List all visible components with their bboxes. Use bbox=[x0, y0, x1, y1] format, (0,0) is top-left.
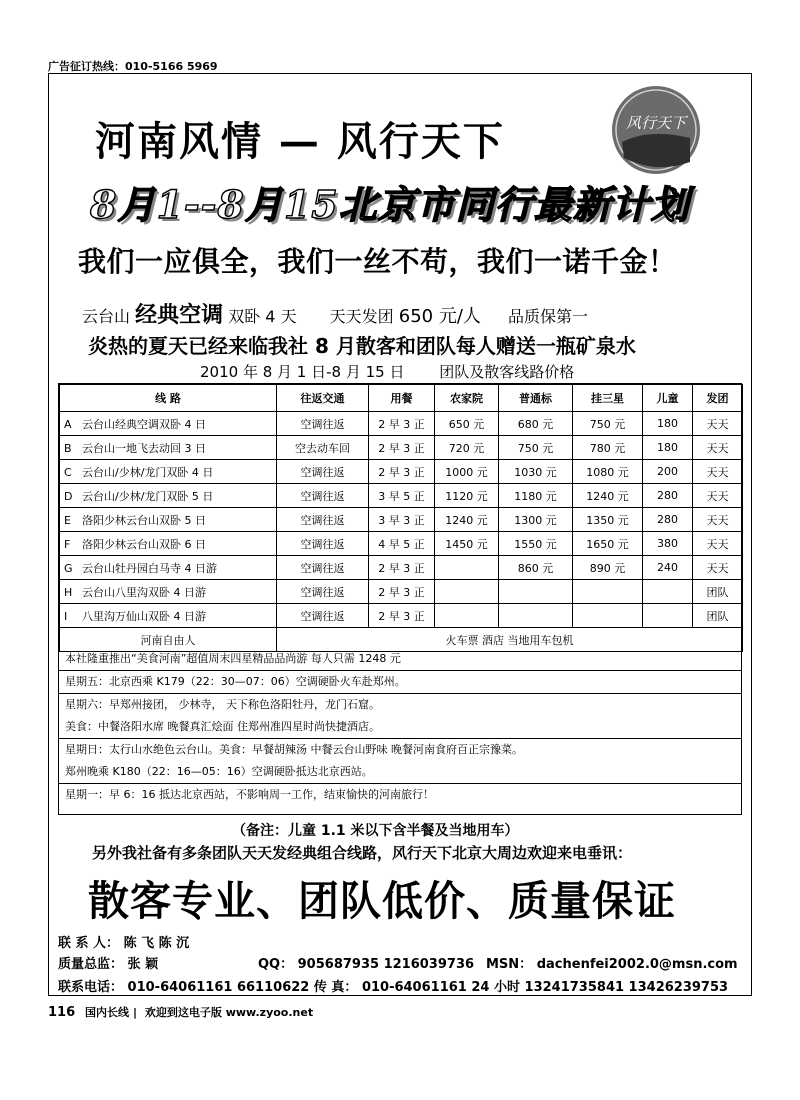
standard-price-cell bbox=[499, 604, 573, 628]
contact-people-label: 联 系 人： bbox=[58, 936, 120, 951]
note-sunday: 星期日：太行山水绝色云台山。美食：早餐胡辣汤 中餐云台山野味 晚餐河南食府百正宗豫菜。 bbox=[59, 738, 742, 761]
route-key: A bbox=[64, 417, 72, 431]
child-remark: （备注：儿童 1.1 米以下含半餐及当地用车） bbox=[232, 823, 519, 839]
itinerary-notes bbox=[59, 648, 742, 806]
header-departure: 发团 bbox=[693, 385, 743, 412]
header-standard: 普通标 bbox=[499, 385, 573, 412]
table-row bbox=[60, 508, 743, 532]
farm-price-cell bbox=[435, 604, 499, 628]
route-name: 云台山八里沟双卧 4 日游 bbox=[82, 585, 206, 599]
route-key: I bbox=[64, 609, 68, 623]
three-star-price-cell: 1650 元 bbox=[573, 532, 643, 556]
note-friday: 星期五：北京西乘 K179（22：30—07：06）空调硬卧火车赴郑州。 bbox=[59, 670, 742, 693]
note-sunday-train: 郑州晚乘 K180（22：16—05：16）空调硬卧抵达北京西站。 bbox=[65, 765, 373, 778]
note-promo-line: 本社隆重推出“美食河南”超值周末四星精品品尚游 每人只需 1248 元 bbox=[65, 652, 401, 665]
contact-people-row bbox=[58, 932, 189, 951]
qq-label: QQ： bbox=[258, 957, 294, 972]
departure-cell: 天天 bbox=[693, 436, 743, 460]
note-saturday: 星期六：早郑州接团， 少林寺， 天下称色洛阳牡丹，龙门石窟。 bbox=[59, 693, 742, 716]
transport-cell: 空调往返 bbox=[277, 412, 369, 436]
header-transport: 往返交通 bbox=[277, 385, 369, 412]
section-name: 国内长线 bbox=[84, 1006, 129, 1019]
route-cell bbox=[60, 580, 277, 604]
three-star-price-cell: 1080 元 bbox=[573, 460, 643, 484]
standard-price-cell: 680 元 bbox=[499, 412, 573, 436]
farm-price-cell bbox=[435, 580, 499, 604]
standard-price-cell: 1180 元 bbox=[499, 484, 573, 508]
page-footer: 116 国内长线 | 欢迎到这电子版 www.zyoo.net bbox=[48, 1005, 314, 1020]
departure-cell: 天天 bbox=[693, 460, 743, 484]
slogan: 我们一应俱全，我们一丝不苟，我们一诺千金！ bbox=[78, 245, 677, 278]
msn-label: MSN： bbox=[486, 957, 533, 972]
three-star-price-cell: 1350 元 bbox=[573, 508, 643, 532]
table-row bbox=[60, 556, 743, 580]
child-price-cell: 200 bbox=[643, 460, 693, 484]
departure-cell: 天天 bbox=[693, 532, 743, 556]
route-name: 洛阳少林云台山双卧 6 日 bbox=[82, 537, 206, 551]
meals-cell: 2 早 3 正 bbox=[369, 580, 435, 604]
magazine-name: 欢迎到这电子版 bbox=[144, 1006, 222, 1019]
transport-cell: 空调往返 bbox=[277, 532, 369, 556]
transport-cell: 空调往返 bbox=[277, 556, 369, 580]
header-route: 线 路 bbox=[60, 385, 277, 412]
fax-number: 010-64061161 bbox=[361, 980, 467, 995]
header-meals: 用餐 bbox=[369, 385, 435, 412]
child-price-cell: 180 bbox=[643, 436, 693, 460]
fax-label: 传 真： bbox=[313, 980, 358, 995]
three-star-price-cell bbox=[573, 580, 643, 604]
transport-cell: 空调往返 bbox=[277, 484, 369, 508]
child-price-cell: 240 bbox=[643, 556, 693, 580]
meals-cell: 2 早 3 正 bbox=[369, 436, 435, 460]
route-cell bbox=[60, 532, 277, 556]
three-star-price-cell: 750 元 bbox=[573, 412, 643, 436]
contact-people: 陈 飞 陈 沉 bbox=[123, 936, 190, 951]
header-child: 儿童 bbox=[643, 385, 693, 412]
phone-numbers: 010-64061161 66110622 bbox=[127, 980, 310, 995]
route-name: 洛阳少林云台山双卧 5 日 bbox=[82, 513, 206, 527]
route-name: 云台山/少林/龙门双卧 5 日 bbox=[82, 489, 214, 503]
child-price-cell bbox=[643, 580, 693, 604]
route-key: F bbox=[64, 537, 71, 551]
route-cell bbox=[60, 604, 277, 628]
three-star-price-cell bbox=[573, 604, 643, 628]
date-line bbox=[200, 361, 574, 382]
meals-cell: 3 早 5 正 bbox=[369, 484, 435, 508]
three-star-price-cell: 1240 元 bbox=[573, 484, 643, 508]
plan-title: 8月1--8月15北京市同行最新计划 bbox=[90, 182, 690, 227]
price-table bbox=[59, 384, 743, 652]
child-price-cell: 280 bbox=[643, 484, 693, 508]
ad-hotline: 广告征订热线：010-5166 5969 bbox=[48, 60, 218, 73]
table-row bbox=[60, 580, 743, 604]
departure-cell: 天天 bbox=[693, 508, 743, 532]
promo-duration: 双卧 4 天 bbox=[228, 307, 297, 326]
route-key: G bbox=[64, 561, 73, 575]
departure-cell: 团队 bbox=[693, 580, 743, 604]
departure-cell: 天天 bbox=[693, 412, 743, 436]
price-list-label: 团队及散客线路价格 bbox=[439, 363, 575, 381]
child-price-cell: 380 bbox=[643, 532, 693, 556]
phone-label: 联系电话： bbox=[58, 980, 124, 995]
meals-cell: 4 早 5 正 bbox=[369, 532, 435, 556]
table-row bbox=[60, 412, 743, 436]
quality-manager: 张 颖 bbox=[127, 957, 159, 972]
hours-label: 24 小时 bbox=[471, 980, 520, 995]
promo-place: 云台山 bbox=[82, 307, 131, 326]
standard-price-cell: 860 元 bbox=[499, 556, 573, 580]
route-cell bbox=[60, 460, 277, 484]
route-key: E bbox=[64, 513, 71, 527]
table-row bbox=[60, 532, 743, 556]
departure-cell: 天天 bbox=[693, 556, 743, 580]
transport-cell: 空调往返 bbox=[277, 580, 369, 604]
table-row bbox=[60, 484, 743, 508]
standard-price-cell: 1300 元 bbox=[499, 508, 573, 532]
meals-cell: 2 早 3 正 bbox=[369, 460, 435, 484]
header-farm: 农家院 bbox=[435, 385, 499, 412]
meals-cell: 3 早 3 正 bbox=[369, 508, 435, 532]
standard-price-cell: 1030 元 bbox=[499, 460, 573, 484]
route-cell bbox=[60, 508, 277, 532]
page-number: 116 bbox=[48, 1005, 76, 1020]
transport-cell: 空去动车回 bbox=[277, 436, 369, 460]
table-row bbox=[60, 436, 743, 460]
standard-price-cell bbox=[499, 580, 573, 604]
brand-seal-logo bbox=[610, 84, 702, 176]
promo-price: 650 元/人 bbox=[398, 306, 481, 327]
meals-cell: 2 早 3 正 bbox=[369, 556, 435, 580]
child-price-cell bbox=[643, 604, 693, 628]
magazine-url: www.zyoo.net bbox=[225, 1006, 314, 1019]
main-title: 河南风情 — 风行天下 bbox=[95, 118, 505, 165]
note-saturday-food: 美食：中餐洛阳水席 晚餐真汇烩面 住郑州准四星时尚快捷酒店。 bbox=[65, 720, 380, 733]
route-name: 云台山一地飞去动回 3 日 bbox=[82, 441, 206, 455]
route-cell bbox=[60, 484, 277, 508]
promo-highlight: 经典空调 bbox=[135, 303, 224, 328]
more-routes-line: 另外我社备有多条团队天天发经典组合线路，风行天下北京大周边欢迎来电垂讯： bbox=[92, 844, 633, 862]
three-star-price-cell: 890 元 bbox=[573, 556, 643, 580]
route-key: C bbox=[64, 465, 72, 479]
contact-phone-row bbox=[58, 976, 728, 995]
route-name: 云台山/少林/龙门双卧 4 日 bbox=[82, 465, 214, 479]
independent-travel-cell: 河南自由人 bbox=[60, 628, 277, 652]
transport-cell: 空调往返 bbox=[277, 460, 369, 484]
route-cell bbox=[60, 556, 277, 580]
note-monday: 星期一：早 6：16 抵达北京西站，不影响周一工作，结束愉快的河南旅行！ bbox=[59, 783, 742, 806]
svg-text:风行天下: 风行天下 bbox=[625, 114, 687, 132]
route-cell bbox=[60, 436, 277, 460]
qq-numbers: 905687935 1216039736 bbox=[297, 957, 475, 972]
featured-promo bbox=[82, 298, 588, 329]
table-row bbox=[60, 460, 743, 484]
child-price-cell: 180 bbox=[643, 412, 693, 436]
child-price-cell: 280 bbox=[643, 508, 693, 532]
standard-price-cell: 750 元 bbox=[499, 436, 573, 460]
farm-price-cell: 720 元 bbox=[435, 436, 499, 460]
route-key: D bbox=[64, 489, 73, 503]
route-name: 云台山经典空调双卧 4 日 bbox=[82, 417, 206, 431]
route-name: 八里沟万仙山双卧 4 日游 bbox=[82, 609, 206, 623]
farm-price-cell: 650 元 bbox=[435, 412, 499, 436]
services-cell: 火车票 酒店 当地用车包机 bbox=[277, 628, 743, 652]
promo-quality: 品质保第一 bbox=[508, 307, 589, 326]
route-key: H bbox=[64, 585, 73, 599]
farm-price-cell: 1450 元 bbox=[435, 532, 499, 556]
table-header-row bbox=[60, 385, 743, 412]
summer-gift-line: 炎热的夏天已经来临我社 8 月散客和团队每人赠送一瓶矿泉水 bbox=[88, 334, 636, 358]
meals-cell: 2 早 3 正 bbox=[369, 412, 435, 436]
farm-price-cell: 1240 元 bbox=[435, 508, 499, 532]
contact-msn bbox=[486, 953, 738, 972]
route-name: 云台山牡丹园白马寺 4 日游 bbox=[82, 561, 217, 575]
quality-label: 质量总监： bbox=[58, 957, 124, 972]
meals-cell: 2 早 3 正 bbox=[369, 604, 435, 628]
farm-price-cell: 1120 元 bbox=[435, 484, 499, 508]
mobile-numbers: 13241735841 13426239753 bbox=[524, 980, 729, 995]
contact-quality-row bbox=[58, 953, 158, 972]
departure-cell: 团队 bbox=[693, 604, 743, 628]
three-star-price-cell: 780 元 bbox=[573, 436, 643, 460]
standard-price-cell: 1550 元 bbox=[499, 532, 573, 556]
promo-daily: 天天发团 bbox=[329, 307, 394, 326]
transport-cell: 空调往返 bbox=[277, 604, 369, 628]
route-cell bbox=[60, 412, 277, 436]
price-table-box bbox=[58, 383, 742, 815]
transport-cell: 空调往返 bbox=[277, 508, 369, 532]
header-three-star: 挂三星 bbox=[573, 385, 643, 412]
farm-price-cell bbox=[435, 556, 499, 580]
big-slogan: 散客专业、团队低价、质量保证 bbox=[88, 877, 676, 925]
departure-cell: 天天 bbox=[693, 484, 743, 508]
date-range: 2010 年 8 月 1 日-8 月 15 日 bbox=[200, 363, 405, 381]
contact-qq bbox=[258, 953, 474, 972]
msn-address: dachenfei2002.0@msn.com bbox=[536, 957, 738, 972]
farm-price-cell: 1000 元 bbox=[435, 460, 499, 484]
route-key: B bbox=[64, 441, 72, 455]
table-row bbox=[60, 604, 743, 628]
